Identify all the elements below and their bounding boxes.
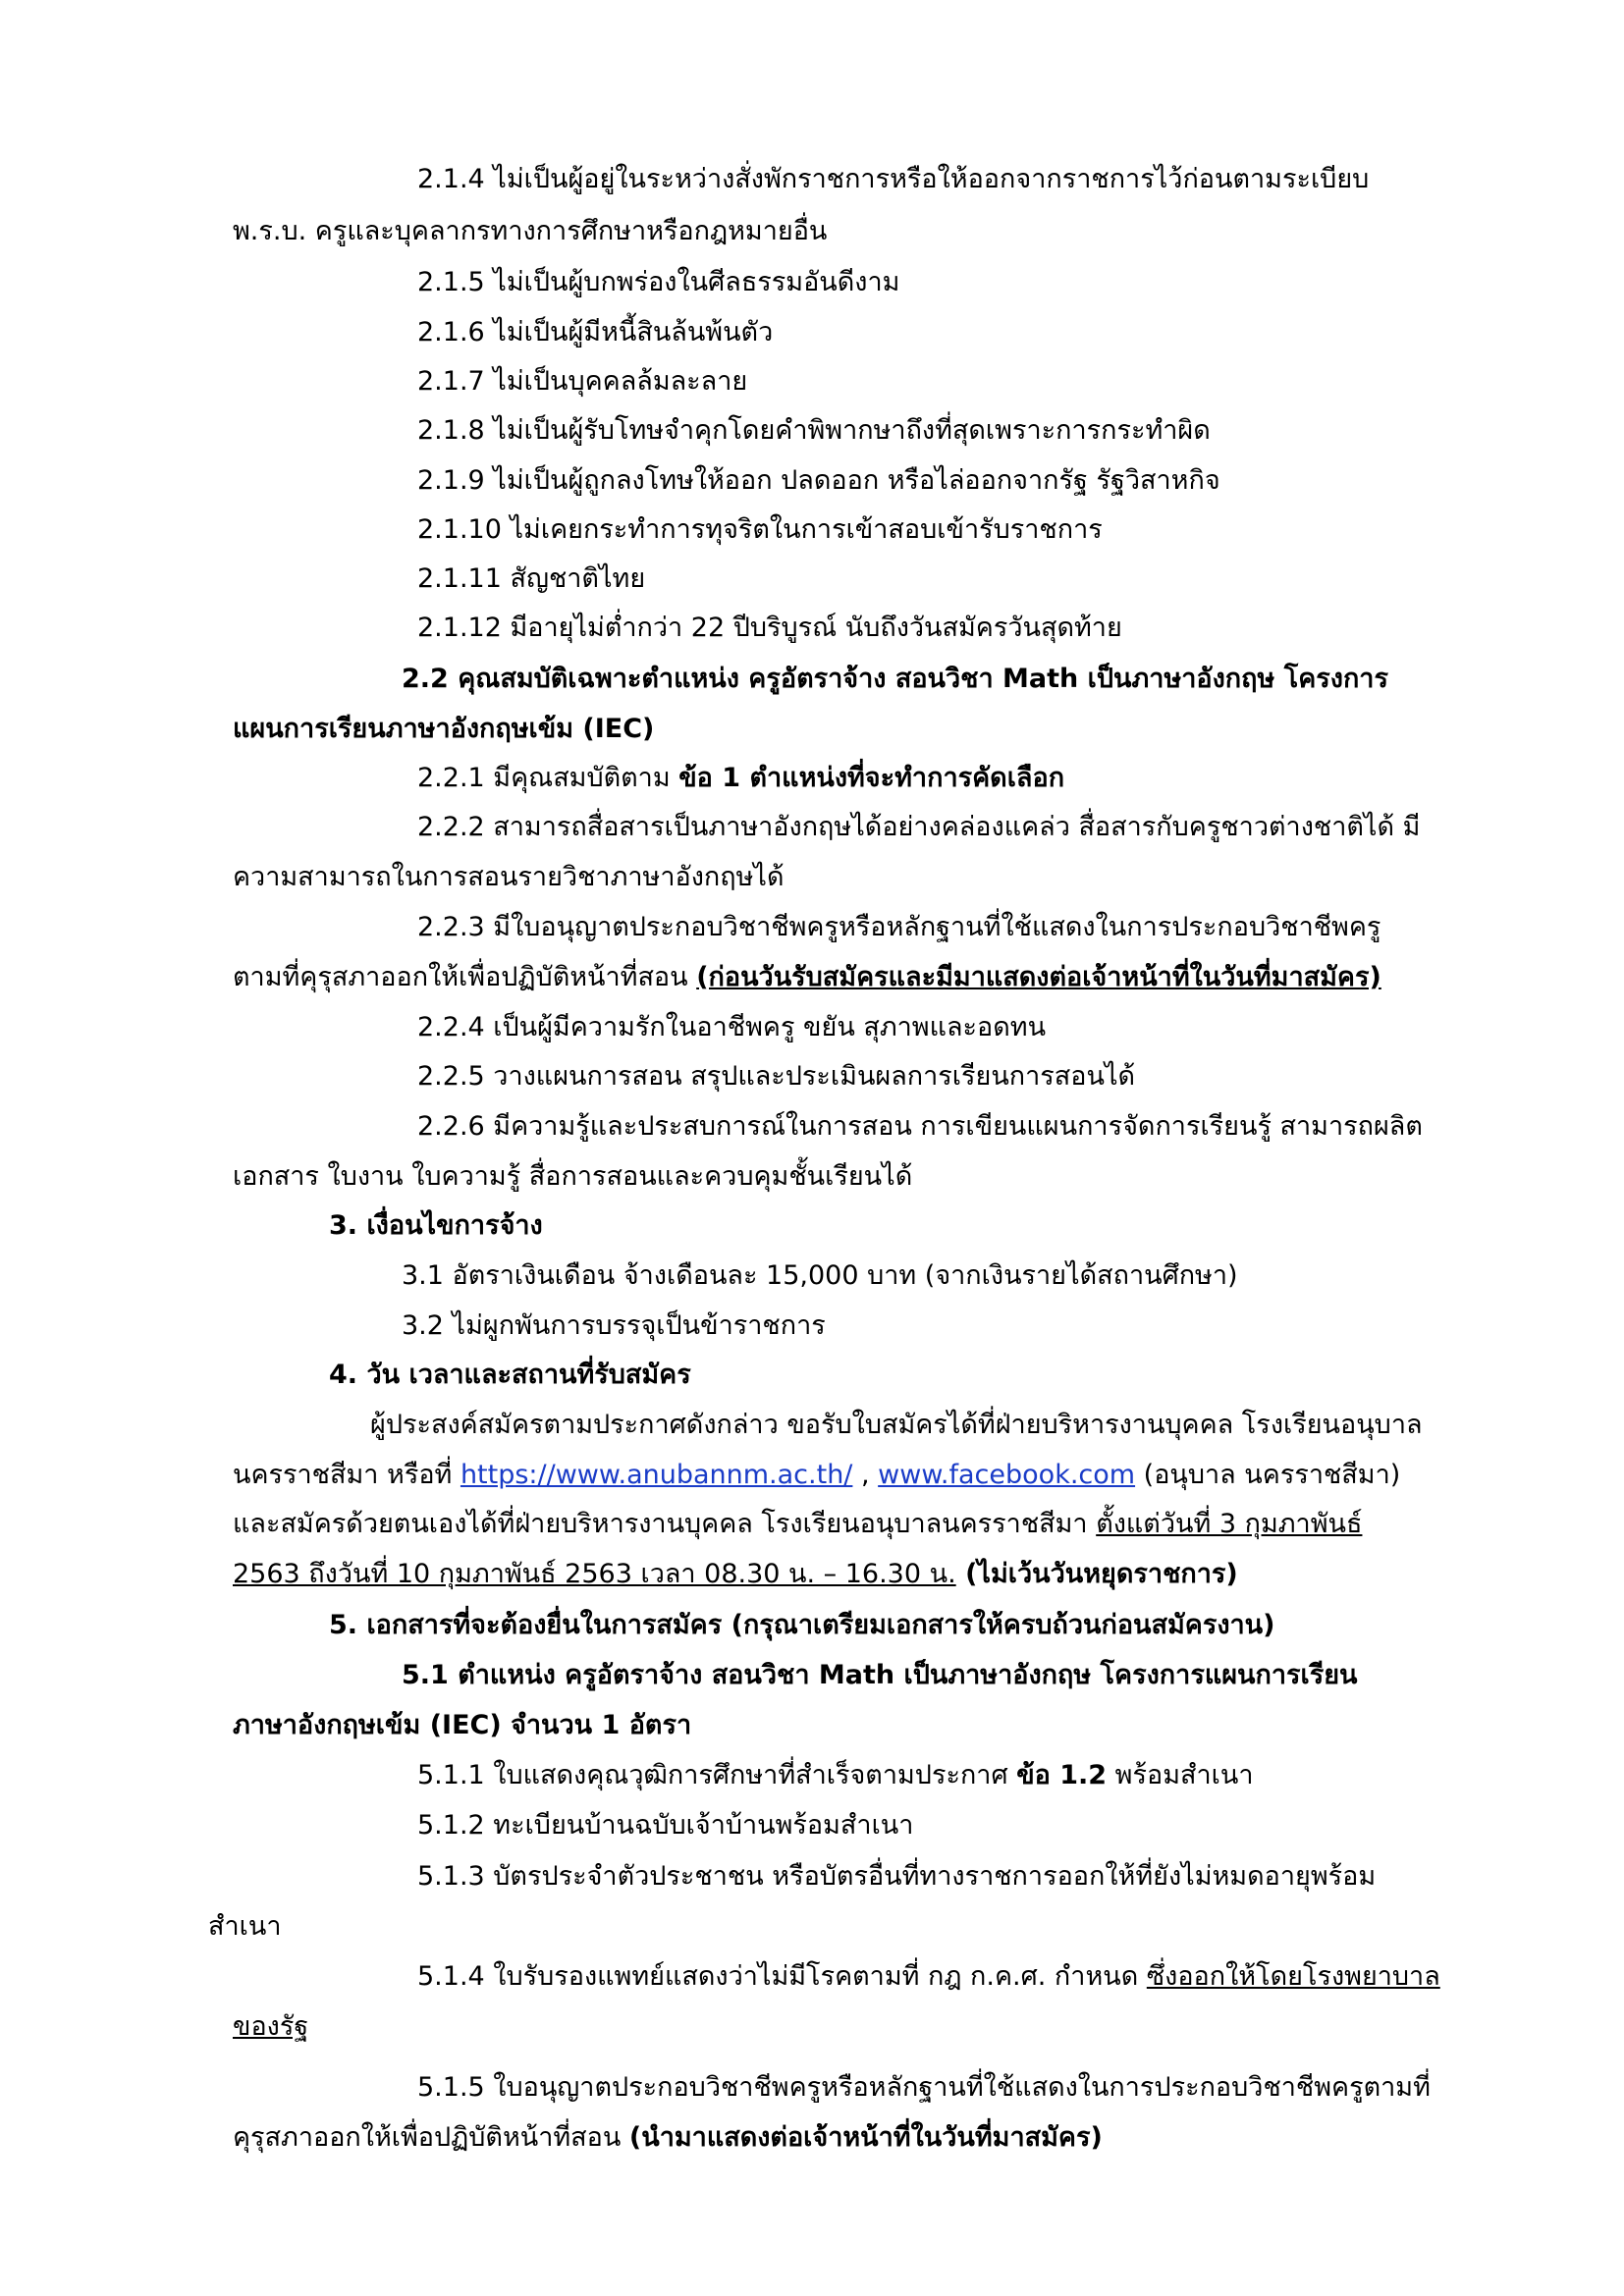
item-5-1-1-tail: พร้อมสำเนา <box>1107 1760 1254 1790</box>
item-3-1: 3.1 อัตราเงินเดือน จ้างเดือนละ 15,000 บาท (จากเงินรายได้สถานศึกษา) <box>402 1260 1238 1291</box>
section-4-text-c: และสมัครด้วยตนเองได้ที่ฝ่ายบริหารงานบุคคล โรงเรียนอนุบาลนครราชสีมา <box>233 1509 1097 1539</box>
section-4-para-line4 <box>233 1555 1238 1594</box>
item-5-1-1-text: 5.1.1 ใบแสดงคุณวุฒิการศึกษาที่สำเร็จตามประกาศ <box>417 1760 1017 1790</box>
section-4-para-line3 <box>233 1505 1362 1544</box>
item-2-2-2: 2.2.2 สามารถสื่อสารเป็นภาษาอังกฤษได้อย่างคล่องแคล่ว สื่อสารกับครูชาวต่างชาติได้ มี <box>417 812 1421 842</box>
item-2-1-4: 2.1.4 ไม่เป็นผู้อยู่ในระหว่างสั่งพักราชการหรือให้ออกจากราชการไว้ก่อนตามระเบียบ <box>417 164 1370 194</box>
item-5-1-2: 5.1.2 ทะเบียนบ้านฉบับเจ้าบ้านพร้อมสำเนา <box>417 1810 914 1841</box>
section-4-date-range: 2563 ถึงวันที่ 10 กุมภาพันธ์ 2563 เวลา 08.30 น. – 16.30 น. <box>233 1559 956 1589</box>
item-2-2-1-text: 2.2.1 มีคุณสมบัติตาม <box>417 763 679 793</box>
item-2-2-1 <box>417 759 1064 798</box>
section-4-para-line1: ผู้ประสงค์สมัครตามประกาศดังกล่าว ขอรับใบสมัครได้ที่ฝ่ายบริหารงานบุคคล โรงเรียนอนุบาล <box>370 1410 1423 1440</box>
item-5-1-5-note: (นำมาแสดงต่อเจ้าหน้าที่ในวันที่มาสมัคร) <box>628 2122 1103 2153</box>
item-5-1-5-cont <box>233 2118 1103 2158</box>
item-2-1-7: 2.1.7 ไม่เป็นบุคคลล้มละลาย <box>417 366 748 397</box>
item-2-1-4-cont: พ.ร.บ. ครูและบุคลากรทางการศึกษาหรือกฎหมายอื่น <box>233 216 828 246</box>
item-5-1-4 <box>417 1957 1440 1997</box>
item-3-2: 3.2 ไม่ผูกพันการบรรจุเป็นข้าราชการ <box>402 1310 826 1341</box>
section-5-heading: 5. เอกสารที่จะต้องยื่นในการสมัคร (กรุณาเตรียมเอกสารให้ครบถ้วนก่อนสมัครงาน) <box>329 1610 1275 1640</box>
item-2-1-9: 2.1.9 ไม่เป็นผู้ถูกลงโทษให้ออก ปลดออก หรือไล่ออกจากรัฐ รัฐวิสาหกิจ <box>417 465 1220 496</box>
section-4-separator: , <box>852 1460 879 1490</box>
item-2-1-10: 2.1.10 ไม่เคยกระทำการทุจริตในการเข้าสอบเข้ารับราชการ <box>417 514 1103 545</box>
item-2-2-3-note: (ก่อนวันรับสมัครและมีมาแสดงต่อเจ้าหน้าที่ในวันที่มาสมัคร) <box>696 962 1381 992</box>
item-2-2-2-cont: ความสามารถในการสอนรายวิชาภาษาอังกฤษได้ <box>233 862 785 892</box>
item-5-1-3: 5.1.3 บัตรประจำตัวประชาชน หรือบัตรอื่นที่ทางราชการออกให้ที่ยังไม่หมดอายุพร้อม <box>417 1861 1377 1892</box>
item-2-2-1-bold: ข้อ 1 ตำแหน่งที่จะทำการคัดเลือก <box>678 763 1065 793</box>
section-2-2-heading-cont: แผนการเรียนภาษาอังกฤษเข้ม (IEC) <box>233 714 655 744</box>
item-2-1-5: 2.1.5 ไม่เป็นผู้บกพร่องในศีลธรรมอันดีงาม <box>417 267 900 297</box>
item-2-2-5: 2.2.5 วางแผนการสอน สรุปและประเมินผลการเรียนการสอนได้ <box>417 1061 1136 1092</box>
item-2-2-6: 2.2.6 มีความรู้และประสบการณ์ในการสอน การเขียนแผนการจัดการเรียนรู้ สามารถผลิต <box>417 1111 1423 1142</box>
section-4-date-start: ตั้งแต่วันที่ 3 กุมภาพันธ์ <box>1096 1509 1363 1539</box>
section-4-para-line2 <box>233 1456 1400 1495</box>
section-4-no-holiday-note: (ไม่เว้นวันหยุดราชการ) <box>955 1559 1238 1589</box>
item-2-2-3: 2.2.3 มีใบอนุญาตประกอบวิชาชีพครูหรือหลักฐานที่ใช้แสดงในการประกอบวิชาชีพครู <box>417 912 1381 942</box>
item-5-1-1-ref: ข้อ 1.2 <box>1016 1760 1108 1790</box>
section-4-heading: 4. วัน เวลาและสถานที่รับสมัคร <box>329 1360 691 1390</box>
item-2-2-6-cont: เอกสาร ใบงาน ใบความรู้ สื่อการสอนและควบคุมชั้นเรียนได้ <box>233 1161 913 1192</box>
section-4-text-a: นครราชสีมา หรือที่ <box>233 1460 460 1490</box>
item-2-1-12: 2.1.12 มีอายุไม่ต่ำกว่า 22 ปีบริบูรณ์ นับถึงวันสมัครวันสุดท้าย <box>417 613 1122 643</box>
item-2-2-3-cont <box>233 958 1381 997</box>
item-2-2-3-text: ตามที่คุรุสภาออกให้เพื่อปฏิบัติหน้าที่สอน <box>233 962 697 992</box>
section-5-1-heading-cont: ภาษาอังกฤษเข้ม (IEC) จำนวน 1 อัตรา <box>233 1710 692 1740</box>
item-5-1-5-text: คุรุสภาออกให้เพื่อปฏิบัติหน้าที่สอน <box>233 2122 629 2153</box>
section-5-1-heading: 5.1 ตำแหน่ง ครูอัตราจ้าง สอนวิชา Math เป็นภาษาอังกฤษ โครงการแผนการเรียน <box>402 1660 1358 1690</box>
school-website-link[interactable]: https://www.anubannm.ac.th/ <box>460 1460 853 1490</box>
item-2-1-11: 2.1.11 สัญชาติไทย <box>417 563 646 594</box>
item-5-1-4-note: ซึ่งออกให้โดยโรงพยาบาล <box>1146 1961 1440 1992</box>
item-5-1-1 <box>417 1756 1253 1795</box>
section-2-2-heading: 2.2 คุณสมบัติเฉพาะตำแหน่ง ครูอัตราจ้าง สอนวิชา Math เป็นภาษาอังกฤษ โครงการ <box>402 664 1388 694</box>
item-2-1-6: 2.1.6 ไม่เป็นผู้มีหนี้สินล้นพ้นตัว <box>417 317 774 347</box>
section-3-heading: 3. เงื่อนไขการจ้าง <box>329 1210 543 1241</box>
facebook-link[interactable]: www.facebook.com <box>878 1460 1136 1490</box>
item-5-1-5: 5.1.5 ใบอนุญาตประกอบวิชาชีพครูหรือหลักฐานที่ใช้แสดงในการประกอบวิชาชีพครูตามที่ <box>417 2072 1431 2103</box>
item-5-1-4-cont: ของรัฐ <box>233 2011 309 2042</box>
item-2-2-4: 2.2.4 เป็นผู้มีความรักในอาชีพครู ขยัน สุภาพและอดทน <box>417 1012 1047 1042</box>
section-4-text-b: (อนุบาล นครราชสีมา) <box>1135 1460 1401 1490</box>
item-2-1-8: 2.1.8 ไม่เป็นผู้รับโทษจำคุกโดยคำพิพากษาถึงที่สุดเพราะการกระทำผิด <box>417 415 1211 446</box>
item-5-1-3-cont: สำเนา <box>208 1911 282 1942</box>
item-5-1-4-text: 5.1.4 ใบรับรองแพทย์แสดงว่าไม่มีโรคตามที่ กฎ ก.ค.ศ. กำหนด <box>417 1961 1147 1992</box>
